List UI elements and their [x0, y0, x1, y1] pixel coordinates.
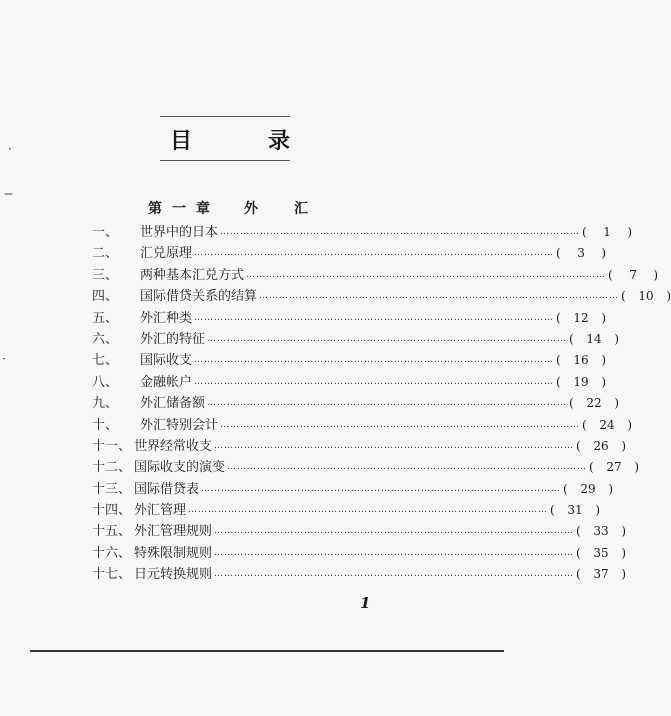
- toc-page-paren-close: ): [601, 374, 607, 389]
- toc-entry-page: [556, 350, 606, 371]
- toc-dot-leader: ………………………………………………………………………………………………: [194, 312, 555, 323]
- chapter-heading: [148, 198, 308, 218]
- toc-dot-leader: ………………………………………………………………………………………………: [201, 483, 562, 494]
- toc-entry-title: 外汇管理: [134, 503, 187, 519]
- toc-entry-page: [556, 243, 606, 264]
- toc-entry: [92, 265, 659, 286]
- toc-page-paren-close: ): [601, 310, 607, 325]
- toc-dot-leader: ………………………………………………………………………………………………: [194, 355, 555, 366]
- toc-entry: [92, 350, 607, 371]
- toc-page-number: 12: [573, 310, 589, 325]
- toc-dot-leader: ………………………………………………………………………………………………: [220, 419, 581, 430]
- toc-entry-number: 十七、: [92, 567, 132, 583]
- toc-page-paren-close: ): [621, 438, 627, 453]
- toc-entry-title: 日元转换规则: [134, 567, 213, 583]
- page-title-char: 目: [170, 128, 193, 154]
- toc-dot-leader: ………………………………………………………………………………………………: [214, 526, 575, 537]
- toc-entry-page: [582, 415, 632, 436]
- chapter-heading-part: 第: [148, 201, 162, 217]
- toc-entry-number: 四、: [92, 289, 119, 305]
- toc-dot-leader: ………………………………………………………………………………………………: [259, 291, 620, 302]
- toc-page-number: 24: [599, 417, 615, 432]
- toc-page-number: 7: [629, 267, 637, 282]
- toc-entry-number: 三、: [92, 267, 119, 283]
- toc-entry: [92, 500, 601, 521]
- toc-entry: [92, 436, 627, 457]
- toc-page-paren-close: ): [621, 524, 627, 539]
- toc-dot-leader: ………………………………………………………………………………………………: [194, 376, 555, 387]
- toc-entry-title: 特殊限制规则: [134, 545, 213, 561]
- toc-entry: [92, 415, 633, 436]
- toc-page-paren-open: (: [576, 545, 581, 560]
- toc-entry-page: [608, 265, 658, 286]
- toc-entry-title: 外汇的特征: [140, 331, 206, 347]
- toc-entry: [92, 372, 607, 393]
- toc-dot-leader: ………………………………………………………………………………………………: [188, 505, 549, 516]
- toc-entry: [92, 286, 671, 307]
- toc-entry-title: 国际收支的演变: [134, 460, 226, 476]
- chapter-heading-part: 汇: [294, 201, 308, 217]
- toc-dot-leader: ………………………………………………………………………………………………: [194, 248, 555, 259]
- toc-entry: [92, 457, 640, 478]
- toc-entry-page: [576, 543, 626, 564]
- toc-page-number: 3: [577, 246, 585, 261]
- toc-entry-page: [550, 500, 600, 521]
- toc-entry-title: 外汇种类: [140, 310, 193, 326]
- toc-entry-number: 十一、: [92, 438, 132, 454]
- toc-entry-title: 外汇储备额: [140, 396, 206, 412]
- toc-page-number: 19: [573, 374, 589, 389]
- toc-page-number: 37: [593, 567, 609, 582]
- toc-page-paren-close: ): [627, 225, 633, 239]
- toc-entry-title: 两种基本汇兑方式: [140, 267, 245, 283]
- toc-entry-page: [563, 479, 613, 500]
- toc-page-number: 29: [580, 481, 596, 496]
- toc-page-paren-open: (: [569, 331, 574, 346]
- toc-page-number: 27: [606, 460, 622, 475]
- toc-page-number: 31: [567, 503, 583, 518]
- toc-entry-number: 九、: [92, 396, 119, 412]
- toc-entry: [92, 479, 614, 500]
- toc-page-paren-close: ): [621, 567, 627, 582]
- page-title-char: 录: [267, 128, 290, 154]
- toc-page-paren-open: (: [556, 353, 561, 368]
- toc-dot-leader: ………………………………………………………………………………………………: [214, 547, 575, 558]
- toc-page-number: 35: [593, 545, 609, 560]
- toc-entry: [92, 543, 627, 564]
- toc-page-paren-open: (: [576, 438, 581, 453]
- toc-entry-number: 六、: [92, 331, 119, 347]
- toc-entry-number: 十、: [92, 417, 119, 433]
- toc-entry-title: 国际借贷关系的结算: [140, 289, 258, 305]
- toc-page-number: 10: [638, 289, 654, 304]
- title-bottom-rule: [160, 160, 290, 161]
- toc-page-number: 22: [586, 396, 602, 411]
- toc-entry: [92, 243, 607, 264]
- toc-entry: [92, 564, 627, 585]
- toc-page-paren-open: (: [563, 481, 568, 496]
- toc-dot-leader: ………………………………………………………………………………………………: [214, 569, 575, 580]
- toc-entry-page: [576, 564, 626, 585]
- toc-page-paren-close: ): [601, 246, 607, 261]
- toc-page-paren-close: ): [608, 481, 614, 496]
- toc-entry: [92, 308, 607, 329]
- toc-entry-title: 外汇特别会计: [140, 417, 219, 433]
- toc-entry-number: 五、: [92, 310, 119, 326]
- toc-page-paren-close: ): [614, 396, 620, 411]
- toc-page-paren-open: (: [621, 289, 626, 304]
- toc-dot-leader: ………………………………………………………………………………………………: [227, 462, 588, 473]
- toc-page-paren-open: (: [556, 246, 561, 261]
- toc-entry-number: 十五、: [92, 524, 132, 540]
- page-bottom-rule: [30, 650, 504, 652]
- toc-page-number: 26: [593, 438, 609, 453]
- page-number: 1: [360, 594, 371, 612]
- toc-page-paren-open: (: [589, 460, 594, 475]
- toc-page-paren-open: (: [582, 225, 587, 239]
- toc-entry-page: [589, 457, 639, 478]
- toc-page-paren-open: (: [550, 503, 555, 518]
- toc-page-number: 14: [586, 331, 602, 346]
- toc-entry-title: 国际借贷表: [134, 481, 200, 497]
- scan-mark: ‒: [4, 186, 13, 202]
- toc-dot-leader: ………………………………………………………………………………………………: [220, 227, 581, 237]
- toc-page-paren-open: (: [582, 417, 587, 432]
- toc-page-paren-close: ): [666, 289, 671, 304]
- scan-mark: ·: [8, 142, 12, 156]
- toc-page-paren-open: (: [556, 374, 561, 389]
- toc-dot-leader: ………………………………………………………………………………………………: [207, 333, 568, 344]
- toc-page-number: 33: [593, 524, 609, 539]
- toc-list: [92, 222, 671, 586]
- chapter-heading-part: 章: [196, 201, 210, 217]
- chapter-heading-part: 外: [244, 201, 258, 217]
- toc-entry-page: [576, 521, 626, 542]
- toc-entry-page: [576, 436, 626, 457]
- toc-entry-number: 七、: [92, 353, 119, 369]
- title-top-rule: [160, 116, 290, 117]
- toc-page-paren-close: ): [601, 353, 607, 368]
- toc-page-paren-open: (: [576, 524, 581, 539]
- toc-entry-title: 世界中的日本: [140, 225, 219, 240]
- toc-entry-number: 八、: [92, 374, 119, 390]
- toc-page-paren-open: (: [576, 567, 581, 582]
- toc-entry-title: 金融帐户: [140, 374, 193, 390]
- toc-entry-page: [582, 222, 632, 243]
- toc-entry-number: 十四、: [92, 503, 132, 519]
- toc-entry-page: [556, 372, 606, 393]
- toc-entry: [92, 393, 620, 414]
- toc-entry-page: [621, 286, 671, 307]
- toc-page-paren-close: ): [653, 267, 659, 282]
- toc-entry-title: 汇兑原理: [140, 246, 193, 262]
- toc-entry-page: [556, 308, 606, 329]
- toc-entry-number: 十六、: [92, 545, 132, 561]
- toc-page-paren-open: (: [569, 396, 574, 411]
- toc-entry: [92, 222, 633, 243]
- toc-page-paren-close: ): [614, 331, 620, 346]
- toc-entry-number: 十三、: [92, 481, 132, 497]
- toc-page-paren-close: ): [634, 460, 640, 475]
- toc-entry-number: 十二、: [92, 460, 132, 476]
- toc-dot-leader: ………………………………………………………………………………………………: [246, 269, 607, 280]
- toc-entry-title: 外汇管理规则: [134, 524, 213, 540]
- toc-page-paren-close: ): [621, 545, 627, 560]
- toc-entry-number: 二、: [92, 246, 119, 262]
- toc-entry-page: [569, 329, 619, 350]
- toc-dot-leader: ………………………………………………………………………………………………: [214, 440, 575, 451]
- toc-entry: [92, 329, 620, 350]
- toc-dot-leader: ………………………………………………………………………………………………: [207, 398, 568, 409]
- toc-entry-number: 一、: [92, 225, 119, 240]
- scan-mark: ·: [2, 352, 6, 366]
- toc-page-number: 1: [603, 225, 611, 239]
- toc-page-paren-open: (: [608, 267, 613, 282]
- toc-page-paren-close: ): [595, 503, 601, 518]
- toc-page-paren-open: (: [556, 310, 561, 325]
- toc-page-paren-close: ): [627, 417, 633, 432]
- toc-entry-title: 世界经常收支: [134, 438, 213, 454]
- toc-page-number: 16: [573, 353, 589, 368]
- toc-entry: [92, 521, 627, 542]
- toc-entry-title: 国际收支: [140, 353, 193, 369]
- page-title: [170, 124, 290, 154]
- chapter-heading-part: 一: [172, 201, 186, 217]
- toc-entry-page: [569, 393, 619, 414]
